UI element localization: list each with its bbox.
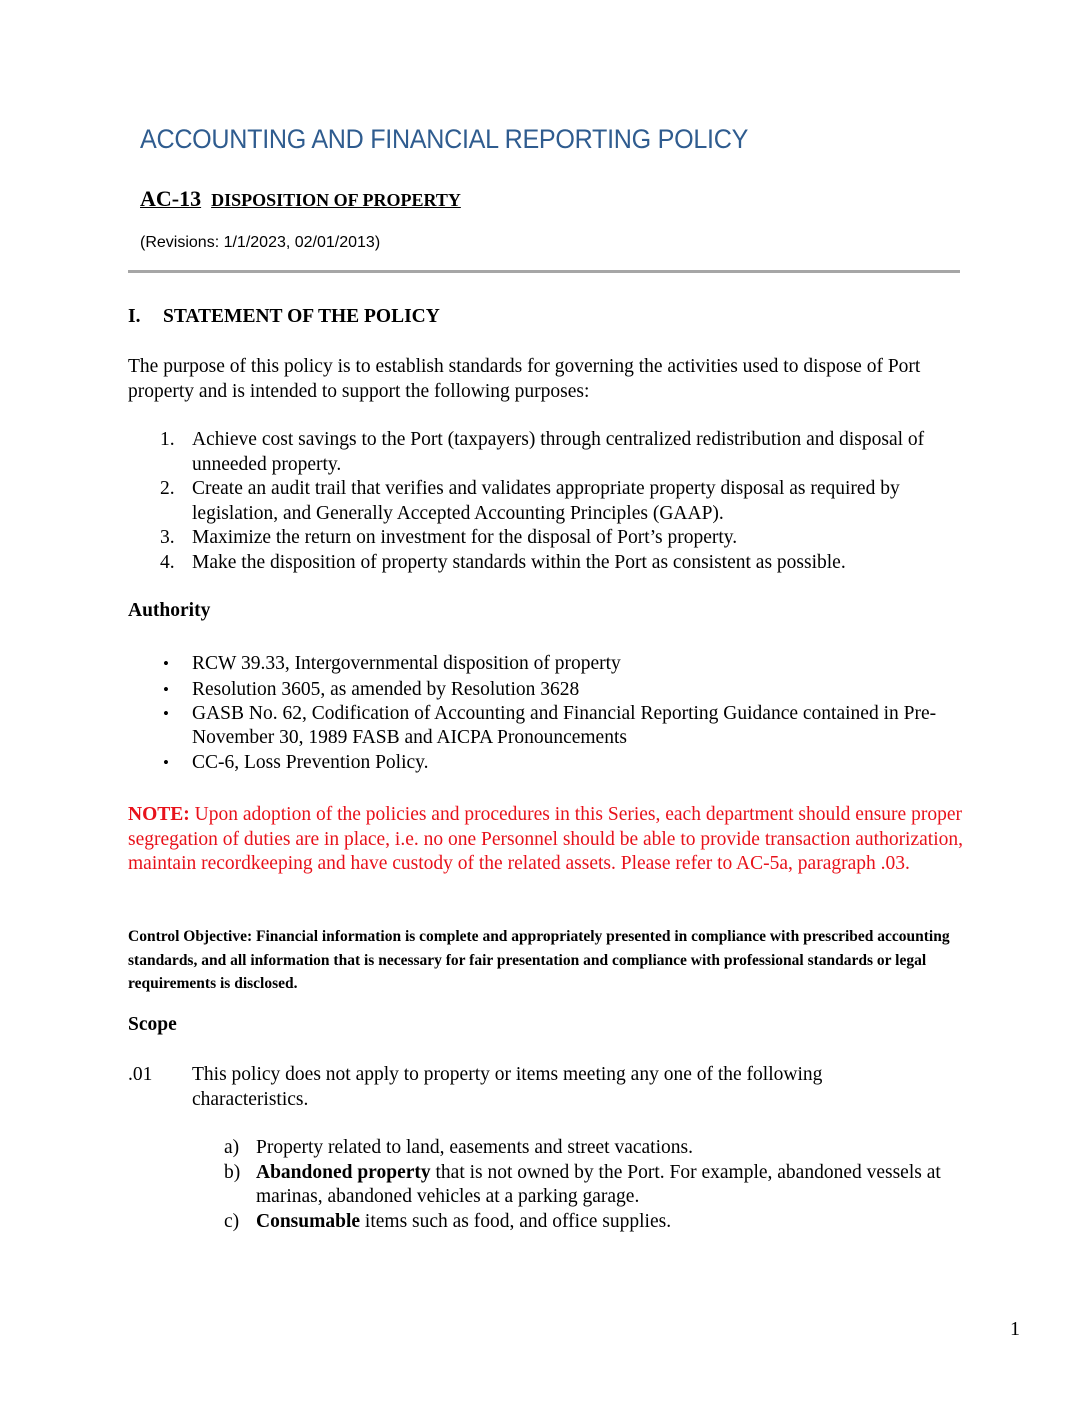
list-item-text: Maximize the return on investment for the disposal of Port’s property. [192, 527, 738, 548]
control-objective: Control Objective: Financial information is complete and appropriately presented in compliance with prescribed accounting standards, and all information that is necessary for fair presentation and compliance with professional standards or legal requirements is disclosed. [128, 928, 950, 992]
list-item-text: Achieve cost savings to the Port (taxpayers) through centralized redistribution and disposal of unneeded property. [192, 429, 925, 475]
list-item [192, 1136, 952, 1161]
list-marker: a) [224, 1137, 240, 1158]
list-item [128, 702, 958, 750]
policy-heading [140, 186, 461, 212]
list-marker: c) [224, 1210, 240, 1232]
paragraph-number: .01 [128, 1064, 153, 1085]
note-text: Upon adoption of the policies and procedures in this Series, each department should ensure proper segregation of duties are in place, i.e. no one Personnel should be able to provide transaction authorization, maintain recordkeeping and have custody of the related assets. Please refer to AC-5a, paragraph .03. [128, 804, 963, 874]
section-heading-statement [128, 306, 440, 328]
list-item [128, 750, 958, 776]
note-paragraph [128, 803, 968, 877]
list-item-bold: Abandoned property [256, 1161, 431, 1183]
list-marker: 3. [160, 527, 175, 548]
section-number: I. [128, 306, 141, 327]
list-marker: 2. [160, 478, 175, 499]
list-item [128, 526, 958, 551]
bullet-icon: • [163, 679, 169, 699]
list-item-bold: Consumable [256, 1210, 361, 1232]
intro-paragraph: The purpose of this policy is to establish standards for governing the activities used to dispose of Port property and is intended to support the following purposes: [128, 356, 921, 402]
list-item [128, 428, 958, 477]
page-number: 1 [1010, 1318, 1020, 1340]
note-label: NOTE: [128, 804, 190, 825]
list-item [128, 677, 958, 703]
list-item [192, 1210, 952, 1235]
horizontal-divider [128, 270, 960, 273]
list-item-text: GASB No. 62, Codification of Accounting and Financial Reporting Guidance contained in Pre-November 30, 1989 FASB and AICPA Pronouncements [192, 703, 937, 748]
list-item-text: Resolution 3605, as amended by Resolution 3628 [192, 678, 580, 700]
list-marker: b) [224, 1161, 241, 1183]
scope-heading: Scope [128, 1014, 177, 1035]
list-item-text: RCW 39.33, Intergovernmental disposition of property [192, 653, 621, 674]
list-item-text: Make the disposition of property standards within the Port as consistent as possible. [192, 551, 846, 573]
authority-heading: Authority [128, 600, 211, 621]
list-item-text: Property related to land, easements and street vacations. [256, 1137, 693, 1158]
list-item [128, 651, 958, 677]
bullet-icon: • [163, 654, 169, 673]
authority-list [128, 651, 958, 776]
list-item [128, 477, 958, 526]
scope-paragraph: This policy does not apply to property or items meeting any one of the following characteristics. [192, 1064, 823, 1110]
list-item [128, 551, 958, 576]
list-item [192, 1161, 952, 1210]
policy-code: AC-13 [140, 186, 202, 211]
policy-name: DISPOSITION OF PROPERTY [211, 190, 461, 210]
purposes-list [128, 428, 958, 575]
list-item-text: CC-6, Loss Prevention Policy. [192, 752, 429, 773]
list-item-text: items such as food, and office supplies. [360, 1210, 672, 1232]
revisions-text: (Revisions: 1/1/2023, 02/01/2013) [140, 234, 381, 251]
section-title: STATEMENT OF THE POLICY [163, 306, 440, 327]
scope-exclusions-list [192, 1136, 952, 1234]
bullet-icon: • [163, 753, 169, 772]
list-marker: 4. [160, 551, 175, 573]
bullet-icon: • [163, 704, 169, 723]
list-item-text: Create an audit trail that verifies and validates appropriate property disposal as required by legislation, and Generally Accepted Accounting Principles (GAAP). [192, 478, 900, 524]
list-item-text: that is not owned by the Port. For example, abandoned vessels at marinas, abandoned vehicles at a parking garage. [256, 1161, 941, 1207]
list-marker: 1. [160, 429, 175, 450]
document-title: ACCOUNTING AND FINANCIAL REPORTING POLICY [140, 124, 749, 154]
